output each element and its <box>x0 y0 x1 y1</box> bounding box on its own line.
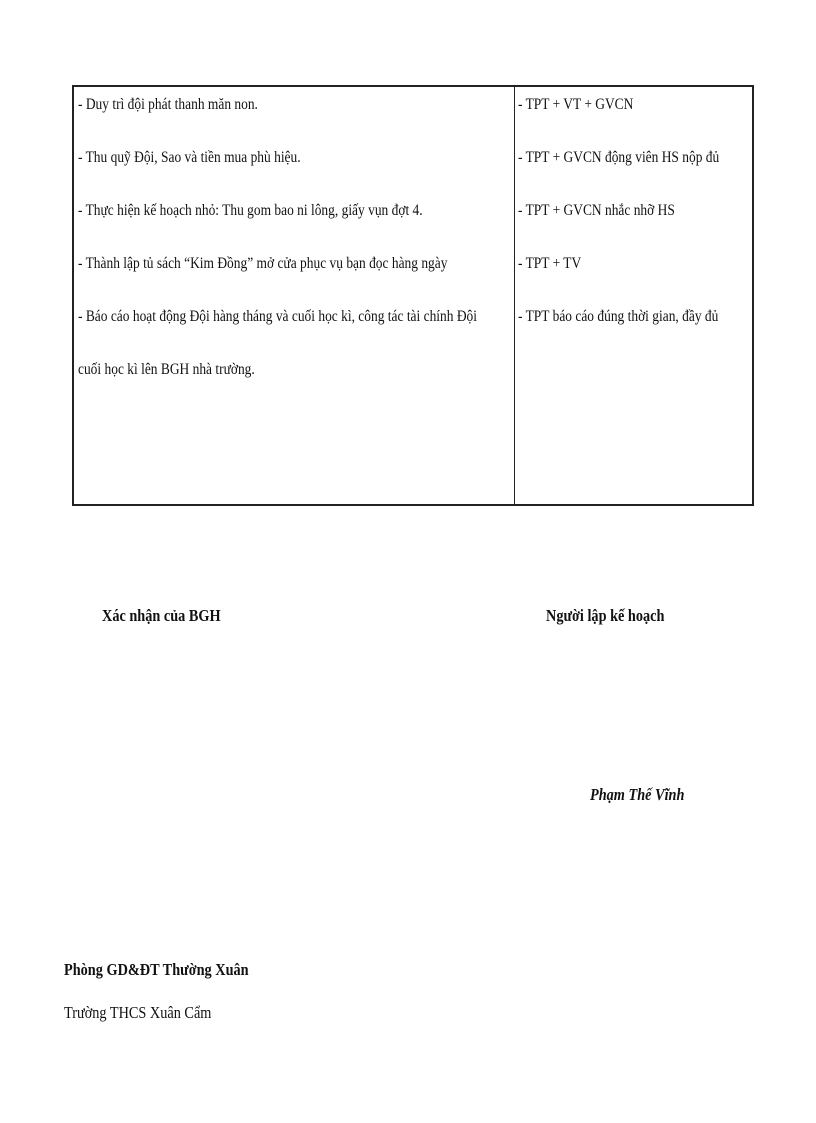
planner-heading: Người lập kế hoạch <box>546 606 665 625</box>
table-column-divider <box>514 87 515 504</box>
signer-name: Phạm Thế Vĩnh <box>590 785 685 804</box>
task-item: - Duy trì đội phát thanh măn non. <box>78 96 258 113</box>
responsible-item: - TPT + GVCN nhắc nhỡ HS <box>518 202 675 219</box>
responsible-item: - TPT báo cáo đúng thời gian, đầy đủ <box>518 308 719 325</box>
plan-table <box>72 85 754 506</box>
approval-heading: Xác nhận của BGH <box>102 606 221 625</box>
school-name: Trường THCS Xuân Cẩm <box>64 1003 212 1022</box>
task-item: - Báo cáo hoạt động Đội hàng tháng và cuối học kì, công tác tài chính Đội <box>78 308 477 325</box>
task-item: - Thành lập tủ sách “Kim Đồng” mở cửa phục vụ bạn đọc hàng ngày <box>78 255 448 272</box>
responsible-item: - TPT + TV <box>518 255 582 272</box>
department-name: Phòng GD&ĐT Thường Xuân <box>64 960 249 979</box>
task-item-continuation: cuối học kì lên BGH nhà trường. <box>78 361 255 378</box>
task-item: - Thực hiện kế hoạch nhỏ: Thu gom bao ni lông, giấy vụn đợt 4. <box>78 202 423 219</box>
responsible-item: - TPT + VT + GVCN <box>518 96 634 113</box>
responsible-item: - TPT + GVCN động viên HS nộp đủ <box>518 149 720 166</box>
task-item: - Thu quỹ Đội, Sao và tiền mua phù hiệu. <box>78 149 301 166</box>
